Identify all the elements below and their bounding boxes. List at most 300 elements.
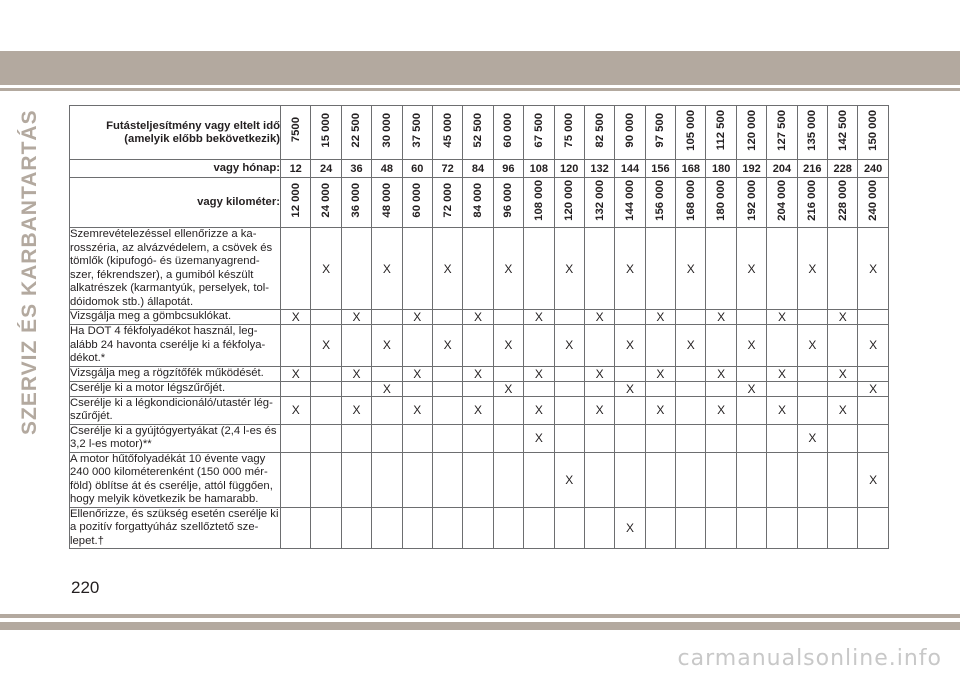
empty-cell [736, 424, 766, 452]
empty-cell [584, 424, 614, 452]
service-mark: X [463, 310, 493, 325]
empty-cell [341, 424, 371, 452]
schedule-row [70, 507, 889, 549]
service-mark: X [402, 366, 432, 381]
empty-cell [676, 396, 706, 424]
month-value: 132 [584, 160, 614, 178]
service-mark: X [736, 228, 766, 310]
distance-header-cell [311, 106, 341, 160]
km-value: 156 000 [654, 179, 667, 221]
service-mark: X [311, 325, 341, 367]
km-value: 72 000 [441, 182, 454, 218]
distance-header-cell [524, 106, 554, 160]
service-mark: X [736, 381, 766, 396]
distance-header-cell [828, 106, 858, 160]
empty-cell [797, 381, 827, 396]
empty-cell [463, 424, 493, 452]
empty-cell [432, 366, 462, 381]
distance-value: 67 500 [532, 112, 545, 148]
km-header-cell [858, 178, 888, 228]
service-mark: X [524, 366, 554, 381]
empty-cell [828, 507, 858, 549]
task-description: A motor hűtőfolyadékát 10 évente vagy 240 000 kilométerenként (150 000 mér-föld) öblítse át és cserélje, attól függően, hogy melyik következik be hamarabb. [70, 452, 281, 507]
empty-cell [767, 228, 797, 310]
km-value: 48 000 [380, 182, 393, 218]
distance-value: 45 000 [441, 112, 454, 148]
km-header-cell [341, 178, 371, 228]
empty-cell [281, 452, 311, 507]
empty-cell [767, 325, 797, 367]
task-description: Ellenőrizze, és szükség esetén cserélje ki a pozitív forgattyúház szellőztető sze-lepet.† [70, 507, 281, 549]
page-number: 220 [71, 578, 100, 597]
empty-cell [676, 507, 706, 549]
empty-cell [554, 381, 584, 396]
empty-cell [858, 507, 888, 549]
empty-cell [767, 381, 797, 396]
empty-cell [493, 424, 523, 452]
km-value: 84 000 [472, 182, 485, 218]
bottom-rule [0, 614, 960, 618]
service-mark: X [615, 381, 645, 396]
empty-cell [706, 381, 736, 396]
empty-cell [493, 396, 523, 424]
schedule-row [70, 325, 889, 367]
empty-cell [736, 396, 766, 424]
empty-cell [524, 381, 554, 396]
km-header-cell [311, 178, 341, 228]
distance-value: 105 000 [684, 109, 697, 151]
distance-value: 52 500 [472, 112, 485, 148]
km-header-cell [402, 178, 432, 228]
empty-cell [372, 396, 402, 424]
service-mark: X [706, 396, 736, 424]
empty-cell [311, 366, 341, 381]
empty-cell [828, 452, 858, 507]
distance-value: 127 500 [775, 109, 788, 151]
empty-cell [463, 507, 493, 549]
km-value: 12 000 [289, 182, 302, 218]
service-mark: X [767, 396, 797, 424]
service-mark: X [797, 424, 827, 452]
empty-cell [341, 325, 371, 367]
service-mark: X [676, 228, 706, 310]
service-mark: X [584, 396, 614, 424]
empty-cell [645, 228, 675, 310]
service-mark: X [372, 381, 402, 396]
km-header-cell [736, 178, 766, 228]
empty-cell [463, 452, 493, 507]
service-mark: X [432, 228, 462, 310]
empty-cell [797, 310, 827, 325]
km-value: 228 000 [836, 179, 849, 221]
km-header-cell [432, 178, 462, 228]
empty-cell [828, 381, 858, 396]
schedule-row [70, 228, 889, 310]
empty-cell [372, 366, 402, 381]
service-mark: X [463, 396, 493, 424]
empty-cell [584, 452, 614, 507]
empty-cell [645, 452, 675, 507]
empty-cell [432, 396, 462, 424]
distance-header-cell [463, 106, 493, 160]
km-value: 60 000 [411, 182, 424, 218]
empty-cell [372, 310, 402, 325]
empty-cell [858, 310, 888, 325]
empty-cell [615, 310, 645, 325]
header-row-distance [70, 106, 889, 160]
month-value: 216 [797, 160, 827, 178]
empty-cell [281, 507, 311, 549]
service-mark: X [584, 310, 614, 325]
km-value: 180 000 [715, 179, 728, 221]
service-mark: X [858, 381, 888, 396]
empty-cell [767, 507, 797, 549]
empty-cell [341, 381, 371, 396]
empty-cell [706, 507, 736, 549]
empty-cell [554, 507, 584, 549]
empty-cell [402, 228, 432, 310]
month-value: 156 [645, 160, 675, 178]
service-mark: X [281, 366, 311, 381]
empty-cell [402, 381, 432, 396]
service-mark: X [615, 228, 645, 310]
month-value: 120 [554, 160, 584, 178]
empty-cell [554, 396, 584, 424]
distance-header-cell [858, 106, 888, 160]
empty-cell [828, 424, 858, 452]
header-row-months [70, 160, 889, 178]
service-mark: X [706, 366, 736, 381]
service-mark: X [432, 325, 462, 367]
service-mark: X [858, 452, 888, 507]
empty-cell [645, 507, 675, 549]
service-mark: X [524, 396, 554, 424]
empty-cell [524, 325, 554, 367]
distance-value: 60 000 [502, 112, 515, 148]
empty-cell [554, 366, 584, 381]
service-mark: X [828, 310, 858, 325]
empty-cell [858, 424, 888, 452]
month-value: 240 [858, 160, 888, 178]
empty-cell [311, 424, 341, 452]
empty-cell [828, 325, 858, 367]
empty-cell [524, 228, 554, 310]
service-mark: X [828, 366, 858, 381]
empty-cell [432, 310, 462, 325]
service-mark: X [311, 228, 341, 310]
service-mark: X [463, 366, 493, 381]
km-header-cell [676, 178, 706, 228]
empty-cell [463, 325, 493, 367]
empty-cell [402, 452, 432, 507]
empty-cell [584, 325, 614, 367]
empty-cell [858, 366, 888, 381]
empty-cell [493, 366, 523, 381]
km-value: 36 000 [350, 182, 363, 218]
service-mark: X [828, 396, 858, 424]
empty-cell [706, 325, 736, 367]
empty-cell [676, 452, 706, 507]
schedule-row [70, 366, 889, 381]
empty-cell [736, 310, 766, 325]
empty-cell [645, 325, 675, 367]
empty-cell [372, 507, 402, 549]
empty-cell [736, 452, 766, 507]
month-value: 228 [828, 160, 858, 178]
distance-value: 120 000 [745, 109, 758, 151]
service-mark: X [797, 325, 827, 367]
distance-header-cell [676, 106, 706, 160]
empty-cell [584, 228, 614, 310]
distance-header-cell [372, 106, 402, 160]
month-value: 168 [676, 160, 706, 178]
km-value: 204 000 [775, 179, 788, 221]
distance-header-cell [493, 106, 523, 160]
distance-value: 90 000 [623, 112, 636, 148]
month-value: 60 [402, 160, 432, 178]
service-mark: X [524, 424, 554, 452]
service-mark: X [767, 366, 797, 381]
km-header-cell [767, 178, 797, 228]
month-value: 96 [493, 160, 523, 178]
empty-cell [281, 424, 311, 452]
empty-cell [493, 452, 523, 507]
empty-cell [615, 396, 645, 424]
km-value: 240 000 [867, 179, 880, 221]
service-mark: X [706, 310, 736, 325]
empty-cell [341, 452, 371, 507]
service-mark: X [281, 396, 311, 424]
empty-cell [311, 310, 341, 325]
km-header-cell [584, 178, 614, 228]
empty-cell [706, 424, 736, 452]
distance-value: 7500 [289, 117, 302, 143]
schedule-row [70, 424, 889, 452]
header-row-kilometers [70, 178, 889, 228]
km-header-cell [554, 178, 584, 228]
distance-header-label: Futásteljesítmény vagy eltelt idő (amelyik előbb bekövetkezik) [70, 106, 281, 160]
schedule-row [70, 381, 889, 396]
service-mark: X [341, 396, 371, 424]
distance-value: 22 500 [350, 112, 363, 148]
bottom-band [0, 622, 960, 630]
service-mark: X [493, 228, 523, 310]
empty-cell [615, 424, 645, 452]
empty-cell [311, 452, 341, 507]
empty-cell [372, 452, 402, 507]
empty-cell [524, 507, 554, 549]
empty-cell [281, 381, 311, 396]
service-mark: X [402, 310, 432, 325]
km-value: 192 000 [745, 179, 758, 221]
empty-cell [432, 452, 462, 507]
km-value: 96 000 [502, 182, 515, 218]
empty-cell [584, 381, 614, 396]
task-description: Cserélje ki a gyújtógyertyákat (2,4 l-es és 3,2 l-es motor)** [70, 424, 281, 452]
service-mark: X [676, 325, 706, 367]
service-mark: X [554, 228, 584, 310]
empty-cell [828, 228, 858, 310]
empty-cell [797, 507, 827, 549]
service-mark: X [493, 381, 523, 396]
km-header-cell [463, 178, 493, 228]
distance-value: 75 000 [563, 112, 576, 148]
empty-cell [341, 507, 371, 549]
distance-value: 142 500 [836, 109, 849, 151]
task-description: Cserélje ki a légkondicionáló/utastér lég-szűrőjét. [70, 396, 281, 424]
km-value: 24 000 [320, 182, 333, 218]
month-value: 204 [767, 160, 797, 178]
service-mark: X [736, 325, 766, 367]
empty-cell [493, 310, 523, 325]
empty-cell [281, 325, 311, 367]
km-header-cell [524, 178, 554, 228]
service-mark: X [645, 310, 675, 325]
distance-value: 30 000 [380, 112, 393, 148]
schedule-row [70, 396, 889, 424]
distance-header-cell [281, 106, 311, 160]
distance-header-cell [736, 106, 766, 160]
service-mark: X [645, 366, 675, 381]
empty-cell [858, 396, 888, 424]
service-mark: X [524, 310, 554, 325]
km-value: 108 000 [532, 179, 545, 221]
service-mark: X [493, 325, 523, 367]
distance-header-cell [797, 106, 827, 160]
task-description: Szemrevételezéssel ellenőrizze a ka-rosszéria, az alvázvédelem, a csövek és tömlők (kipufogó- és üzemanyagrend-szer, fékrendszer), a gumiból készült alkatrészek (karmantyúk, perselyek, tol-dóidomok stb.) állapotát. [70, 228, 281, 310]
distance-value: 112 500 [715, 109, 728, 151]
km-header-cell [828, 178, 858, 228]
distance-header-cell [554, 106, 584, 160]
empty-cell [493, 507, 523, 549]
empty-cell [432, 381, 462, 396]
km-value: 132 000 [593, 179, 606, 221]
distance-header-cell [767, 106, 797, 160]
service-mark: X [858, 228, 888, 310]
distance-value: 150 000 [867, 109, 880, 151]
month-value: 192 [736, 160, 766, 178]
service-mark: X [584, 366, 614, 381]
km-header-cell [706, 178, 736, 228]
empty-cell [706, 452, 736, 507]
month-value: 180 [706, 160, 736, 178]
empty-cell [554, 310, 584, 325]
empty-cell [281, 228, 311, 310]
empty-cell [432, 507, 462, 549]
empty-cell [372, 424, 402, 452]
km-header-cell [281, 178, 311, 228]
empty-cell [524, 452, 554, 507]
empty-cell [797, 366, 827, 381]
top-band [0, 51, 960, 85]
distance-header-cell [645, 106, 675, 160]
distance-value: 82 500 [593, 112, 606, 148]
task-description: Ha DOT 4 fékfolyadékot használ, leg-alább 24 havonta cserélje ki a fékfolya-dékot.* [70, 325, 281, 367]
empty-cell [402, 424, 432, 452]
service-mark: X [372, 228, 402, 310]
empty-cell [736, 366, 766, 381]
service-mark: X [858, 325, 888, 367]
task-description: Vizsgálja meg a gömbcsuklókat. [70, 310, 281, 325]
empty-cell [767, 424, 797, 452]
distance-header-cell [432, 106, 462, 160]
empty-cell [676, 366, 706, 381]
service-mark: X [554, 325, 584, 367]
empty-cell [463, 381, 493, 396]
distance-header-cell [341, 106, 371, 160]
schedule-row [70, 310, 889, 325]
month-value: 48 [372, 160, 402, 178]
km-header-cell [797, 178, 827, 228]
empty-cell [311, 396, 341, 424]
side-section-title: SZERVIZ ÉS KARBANTARTÁS [18, 109, 41, 435]
km-header-cell [615, 178, 645, 228]
month-value: 12 [281, 160, 311, 178]
distance-value: 97 500 [654, 112, 667, 148]
empty-cell [797, 396, 827, 424]
month-value: 108 [524, 160, 554, 178]
month-value: 144 [615, 160, 645, 178]
empty-cell [311, 507, 341, 549]
km-header-label: vagy kilométer: [70, 178, 281, 228]
empty-cell [554, 424, 584, 452]
km-header-cell [372, 178, 402, 228]
empty-cell [797, 452, 827, 507]
service-mark: X [797, 228, 827, 310]
distance-header-cell [402, 106, 432, 160]
schedule-row [70, 452, 889, 507]
task-description: Vizsgálja meg a rögzítőfék működését. [70, 366, 281, 381]
month-value: 84 [463, 160, 493, 178]
distance-value: 37 500 [411, 112, 424, 148]
service-mark: X [341, 366, 371, 381]
km-value: 168 000 [684, 179, 697, 221]
empty-cell [676, 381, 706, 396]
month-value: 36 [341, 160, 371, 178]
month-value: 72 [432, 160, 462, 178]
service-mark: X [341, 310, 371, 325]
month-header-label: vagy hónap: [70, 160, 281, 178]
service-mark: X [372, 325, 402, 367]
empty-cell [311, 381, 341, 396]
task-description: Cserélje ki a motor légszűrőjét. [70, 381, 281, 396]
distance-header-cell [706, 106, 736, 160]
service-mark: X [767, 310, 797, 325]
km-header-cell [645, 178, 675, 228]
empty-cell [645, 424, 675, 452]
empty-cell [615, 366, 645, 381]
empty-cell [402, 507, 432, 549]
empty-cell [767, 452, 797, 507]
empty-cell [645, 381, 675, 396]
empty-cell [432, 424, 462, 452]
watermark: carmanualsonline.info [677, 646, 942, 671]
empty-cell [736, 507, 766, 549]
maintenance-schedule-table [69, 105, 889, 549]
km-value: 144 000 [623, 179, 636, 221]
km-value: 216 000 [806, 179, 819, 221]
distance-header-cell [584, 106, 614, 160]
service-mark: X [615, 507, 645, 549]
empty-cell [706, 228, 736, 310]
distance-value: 135 000 [806, 109, 819, 151]
km-value: 120 000 [563, 179, 576, 221]
service-mark: X [615, 325, 645, 367]
service-mark: X [402, 396, 432, 424]
empty-cell [676, 310, 706, 325]
empty-cell [615, 452, 645, 507]
service-mark: X [281, 310, 311, 325]
